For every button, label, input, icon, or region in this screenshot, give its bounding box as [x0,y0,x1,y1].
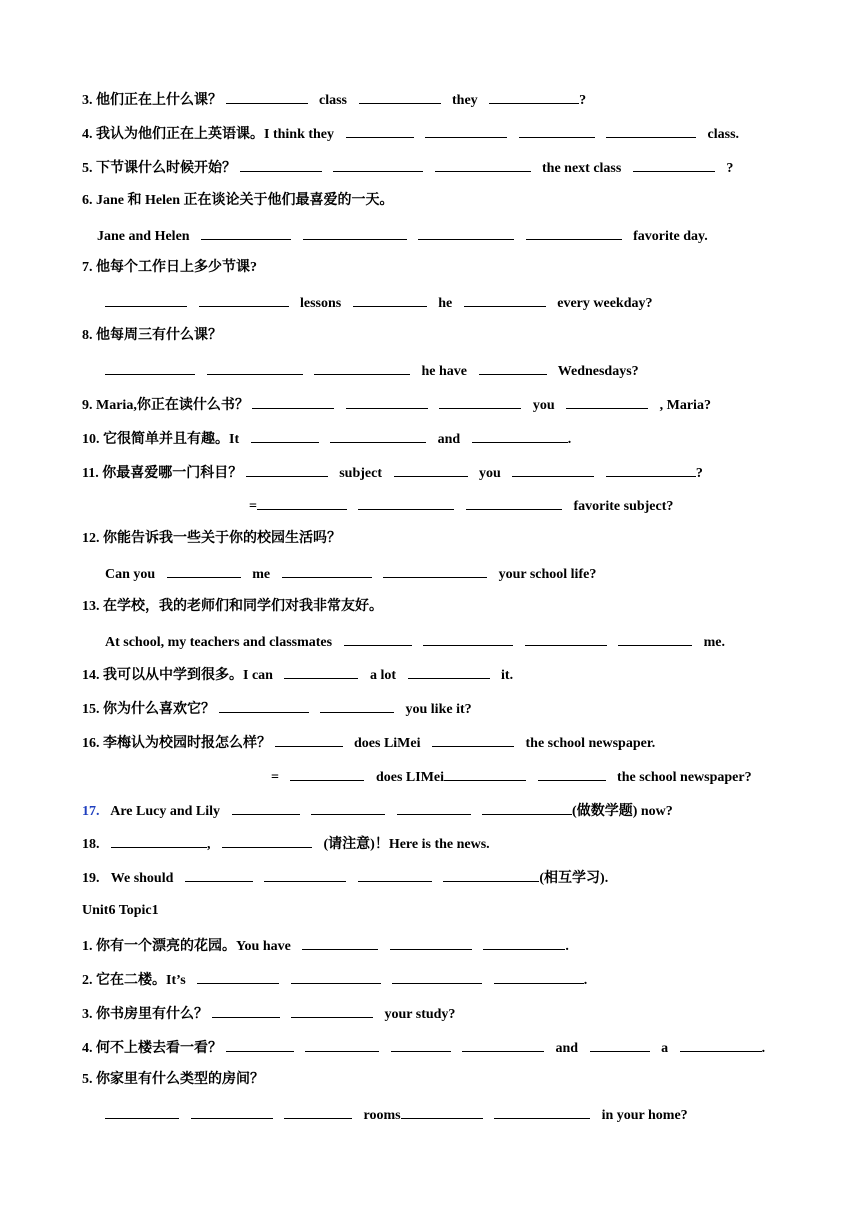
given-word: you [479,466,501,481]
item-number: 15. [82,702,100,717]
answer-blank[interactable] [344,632,412,646]
sentence-end: ? [695,466,703,481]
item-number: 7. [82,260,93,275]
item-number: 13. [82,599,100,614]
sentence-end: . [583,973,588,988]
answer-blank[interactable] [606,124,696,138]
answer-blank[interactable] [444,767,526,781]
given-word: a lot [369,668,397,683]
answer-blank[interactable] [383,564,487,578]
sentence-end: . [761,1041,766,1056]
item-number: 10. [82,432,100,447]
unit-exercise-1 [82,936,569,956]
equals-sign: = [249,499,257,514]
exercise-10 [82,429,571,449]
answer-blank[interactable] [246,463,328,477]
sentence-end: you like it? [405,702,472,717]
given-word: subject [339,466,383,481]
sentence-start: Jane and Helen [97,229,190,244]
answer-blank[interactable] [251,429,319,443]
item-number: 6. [82,193,93,208]
sentence-end: in your home? [601,1108,688,1123]
chinese-prompt: 在学校，我的老师们和同学们对我非常友好。 [103,599,383,614]
answer-blank[interactable] [472,429,568,443]
answer-blank[interactable] [590,1038,650,1052]
sentence-end: your study? [384,1007,456,1022]
item-number: 16. [82,736,100,751]
item-number: 5. [82,1072,93,1087]
answer-blank[interactable] [482,801,572,815]
unit-exercise-3 [82,1004,455,1024]
item-number: 3. [82,1007,93,1022]
answer-blank[interactable] [358,868,432,882]
exercise-15 [82,699,472,719]
exercise-6-answer [97,226,708,246]
answer-blank[interactable] [432,733,514,747]
chinese-prompt: 我认为他们正在上英语课。 [96,127,264,142]
given-word: lessons [300,296,342,311]
answer-blank[interactable] [191,1105,273,1119]
answer-blank[interactable] [358,496,454,510]
exercise-19 [82,868,608,888]
answer-blank[interactable] [525,632,607,646]
chinese-prompt: 李梅认为校园时报怎么样？ [103,736,271,751]
exercise-13-prompt [82,598,383,616]
answer-blank[interactable] [252,395,334,409]
item-number: 1. [82,939,93,954]
answer-blank[interactable] [526,226,622,240]
answer-blank[interactable] [264,868,346,882]
chinese-prompt: 你有一个漂亮的花园。 [96,939,236,954]
answer-blank[interactable] [479,361,547,375]
item-number: 12. [82,531,100,546]
answer-blank[interactable] [333,158,423,172]
exercise-14 [82,665,513,685]
exercise-4 [82,124,739,144]
item-number: 11. [82,466,99,481]
comma: , [207,837,211,852]
chinese-prompt: 他每个工作日上多少节课? [96,260,257,275]
item-number: 19. [82,871,100,886]
answer-blank[interactable] [464,293,546,307]
given-word: rooms [363,1108,401,1123]
answer-blank[interactable] [105,1105,179,1119]
sentence-end: . [565,939,569,954]
answer-blank[interactable] [483,936,565,950]
answer-blank[interactable] [512,463,594,477]
answer-blank[interactable] [275,733,343,747]
chinese-prompt: 他每周三有什么课？ [96,328,222,343]
sentence-start: We should [110,871,174,886]
exercise-11 [82,463,703,483]
given-word: class [319,93,347,108]
chinese-prompt: 你能告诉我一些关于你的校园生活吗？ [103,531,341,546]
exercise-8-prompt [82,327,222,345]
section-title: Unit6 Topic1 [82,903,159,918]
sentence-start: You have [236,939,291,954]
unit-exercise-4 [82,1038,765,1058]
answer-blank[interactable] [226,1038,294,1052]
given-word: and [437,432,461,447]
exercise-16 [82,733,655,753]
exercise-9 [82,395,711,415]
answer-blank[interactable] [111,834,207,848]
answer-blank[interactable] [197,970,279,984]
sentence-start: Can you [105,567,156,582]
answer-blank[interactable] [462,1038,544,1052]
exercise-6-prompt [82,192,394,210]
answer-blank[interactable] [291,1004,373,1018]
unit-exercise-5-answer [105,1105,688,1125]
answer-blank[interactable] [494,1105,590,1119]
unit-heading [82,902,159,920]
answer-blank[interactable] [618,632,692,646]
exercise-17 [82,801,673,821]
answer-blank[interactable] [392,970,482,984]
answer-blank[interactable] [311,801,385,815]
chinese-prompt: 它在二楼。 [96,973,166,988]
sentence-end: (相互学习). [539,871,609,886]
answer-blank[interactable] [566,395,648,409]
answer-blank[interactable] [425,124,507,138]
answer-blank[interactable] [199,293,289,307]
exercise-3 [82,90,586,110]
item-number: 4. [82,127,93,142]
answer-blank[interactable] [302,936,378,950]
sentence-start: I think they [264,127,335,142]
answer-blank[interactable] [401,1105,483,1119]
answer-blank[interactable] [240,158,322,172]
answer-blank[interactable] [346,395,428,409]
sentence-start: Are Lucy and Lily [110,804,221,819]
answer-blank[interactable] [353,293,427,307]
answer-blank[interactable] [201,226,291,240]
sentence-end: , Maria? [659,398,711,413]
sentence-end: favorite day. [633,229,708,244]
answer-blank[interactable] [185,868,253,882]
chinese-prompt: 你家里有什么类型的房间？ [96,1072,264,1087]
exercise-5 [82,158,733,178]
exercise-12-answer [105,564,596,584]
item-number: 18. [82,837,100,852]
exercise-7-prompt [82,259,257,277]
answer-blank[interactable] [391,1038,451,1052]
chinese-prompt: 你为什么喜欢它？ [103,702,215,717]
answer-blank[interactable] [314,361,410,375]
answer-blank[interactable] [212,1004,280,1018]
answer-blank[interactable] [606,463,696,477]
answer-blank[interactable] [418,226,514,240]
given-word: they [452,93,478,108]
sentence-end: class. [707,127,740,142]
sentence-start: It [229,432,240,447]
exercise-11-alternate [249,496,673,516]
answer-blank[interactable] [489,90,579,104]
answer-blank[interactable] [435,158,531,172]
given-word: does LiMei [354,736,421,751]
given-word: he [438,296,453,311]
given-word: you [532,398,555,413]
answer-blank[interactable] [633,158,715,172]
answer-blank[interactable] [207,361,303,375]
item-number: 9. [82,398,93,413]
answer-blank[interactable] [443,868,539,882]
chinese-prompt: 何不上楼去看一看？ [96,1041,222,1056]
answer-blank[interactable] [330,429,426,443]
answer-blank[interactable] [359,90,441,104]
answer-blank[interactable] [232,801,300,815]
chinese-prompt: 下节课什么时候开始？ [96,161,236,176]
answer-blank[interactable] [390,936,472,950]
sentence-end: Wednesdays? [557,364,639,379]
answer-blank[interactable] [439,395,521,409]
sentence-end: (请注意)！Here is the news. [323,837,490,852]
answer-blank[interactable] [257,496,347,510]
equals-sign: = [271,770,279,785]
given-word: the next class [542,161,622,176]
answer-blank[interactable] [219,699,309,713]
answer-blank[interactable] [282,564,372,578]
sentence-end: the school newspaper. [525,736,656,751]
given-word: and [555,1041,579,1056]
item-number: 2. [82,973,93,988]
answer-blank[interactable] [494,970,584,984]
item-number: 17. [82,804,100,819]
item-number: 4. [82,1041,93,1056]
answer-blank[interactable] [394,463,468,477]
chinese-prompt: 你最喜爱哪一门科目？ [102,466,243,481]
sentence-end: it. [501,668,514,683]
item-number: 5. [82,161,93,176]
sentence-end: me. [703,635,725,650]
answer-blank[interactable] [423,632,513,646]
item-number: 8. [82,328,93,343]
unit-exercise-2 [82,970,587,990]
answer-blank[interactable] [466,496,562,510]
sentence-end: ? [726,161,734,176]
chinese-prompt: 我可以从中学到很多。 [103,668,243,683]
item-number: 14. [82,668,100,683]
answer-blank[interactable] [291,970,381,984]
given-word: he have [421,364,467,379]
exercise-13-answer [105,632,725,652]
answer-blank[interactable] [222,834,312,848]
given-word: does LIMei [375,770,445,785]
answer-blank[interactable] [105,293,187,307]
sentence-end: ? [579,93,587,108]
exercise-12-prompt [82,530,341,548]
answer-blank[interactable] [290,767,364,781]
answer-blank[interactable] [320,699,394,713]
sentence-start: At school, my teachers and classmates [105,635,333,650]
answer-blank[interactable] [284,1105,352,1119]
sentence-end: favorite subject? [573,499,674,514]
chinese-prompt: Maria,你正在读什么书？ [96,398,249,413]
answer-blank[interactable] [408,665,490,679]
answer-blank[interactable] [303,226,407,240]
sentence-end: . [567,432,572,447]
unit-exercise-5-prompt [82,1071,264,1089]
sentence-start: I can [243,668,273,683]
sentence-end: your school life? [498,567,597,582]
answer-blank[interactable] [305,1038,379,1052]
chinese-prompt: Jane 和 Helen 正在谈论关于他们最喜爱的一天。 [96,193,394,208]
chinese-prompt: 他们正在上什么课？ [96,93,222,108]
answer-blank[interactable] [680,1038,762,1052]
chinese-prompt: 它很简单并且有趣。 [103,432,229,447]
answer-blank[interactable] [105,361,195,375]
answer-blank[interactable] [167,564,241,578]
given-word: me [252,567,271,582]
exercise-16-alternate [271,767,752,787]
answer-blank[interactable] [538,767,606,781]
answer-blank[interactable] [519,124,595,138]
sentence-end: (做数学题) now? [572,804,673,819]
answer-blank[interactable] [284,665,358,679]
sentence-end: every weekday? [557,296,653,311]
exercise-8-answer [105,361,639,381]
chinese-prompt: 你书房里有什么？ [96,1007,208,1022]
exercise-18 [82,834,490,854]
answer-blank[interactable] [346,124,414,138]
item-number: 3. [82,93,93,108]
given-word: a [661,1041,669,1056]
answer-blank[interactable] [397,801,471,815]
sentence-end: the school newspaper? [617,770,752,785]
sentence-start: It’s [166,973,186,988]
answer-blank[interactable] [226,90,308,104]
exercise-7-answer [105,293,653,313]
